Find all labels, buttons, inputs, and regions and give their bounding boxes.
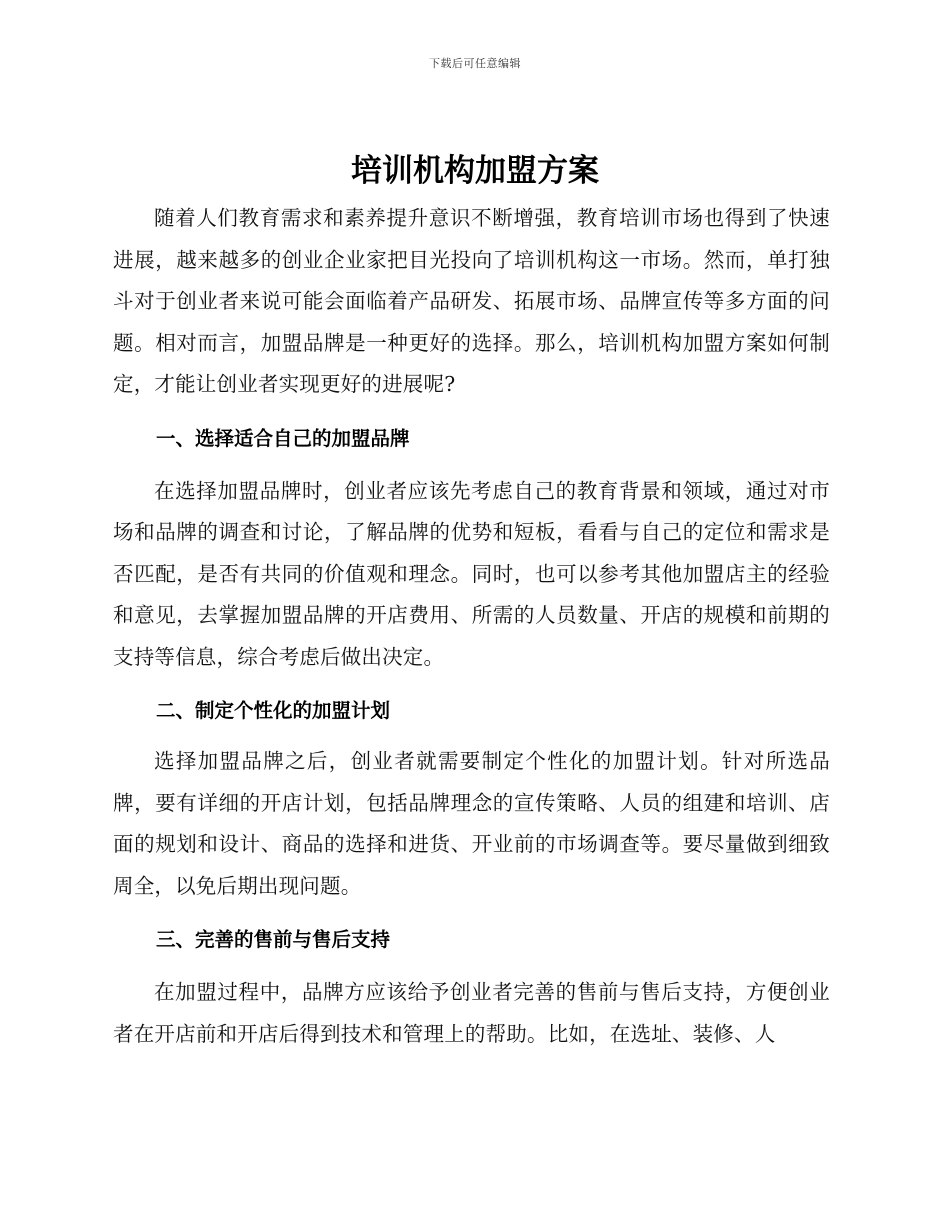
section-paragraph-1: 在选择加盟品牌时，创业者应该先考虑自己的教育背景和领域，通过对市场和品牌的调查和讨论，了解品牌的优势和短板，看看与自己的定位和需求是否匹配，是否有共同的价值观和理念。同时，也可以参考其他加盟店主的经验和意见，去掌握加盟品牌的开店费用、所需的人员数量、开店的规模和前期的支持等信息，综合考虑后做出决定。 — [113, 478, 830, 669]
section-heading-2: 二、制定个性化的加盟计划 — [156, 699, 391, 722]
section-heading-1: 一、选择适合自己的加盟品牌 — [156, 426, 410, 450]
header-note: 下载后可任意编辑 — [429, 57, 521, 70]
section-paragraph-3: 在加盟过程中，品牌方应该给予创业者完善的售前与售后支持，方便创业者在开店前和开店后得到技术和管理上的帮助。比如，在选址、装修、人 — [113, 980, 830, 1046]
document-body — [113, 198, 830, 1055]
section-heading-3: 三、完善的售前与售后支持 — [156, 928, 391, 951]
intro-paragraph: 随着人们教育需求和素养提升意识不断增强，教育培训市场也得到了快速进展，越来越多的创业企业家把目光投向了培训机构这一市场。然而，单打独斗对于创业者来说可能会面临着产品研发、拓展市场、品牌宣传等多方面的问题。相对而言，加盟品牌是一种更好的选择。那么，培训机构加盟方案如何制定，才能让创业者实现更好的进展呢? — [113, 206, 830, 396]
document-title: 培训机构加盟方案 — [351, 153, 599, 189]
section-paragraph-2: 选择加盟品牌之后，创业者就需要制定个性化的加盟计划。针对所选品牌，要有详细的开店计划，包括品牌理念的宣传策略、人员的组建和培训、店面的规划和设计、商品的选择和进货、开业前的市场调查等。要尽量做到细致周全，以免后期出现问题。 — [113, 749, 830, 898]
